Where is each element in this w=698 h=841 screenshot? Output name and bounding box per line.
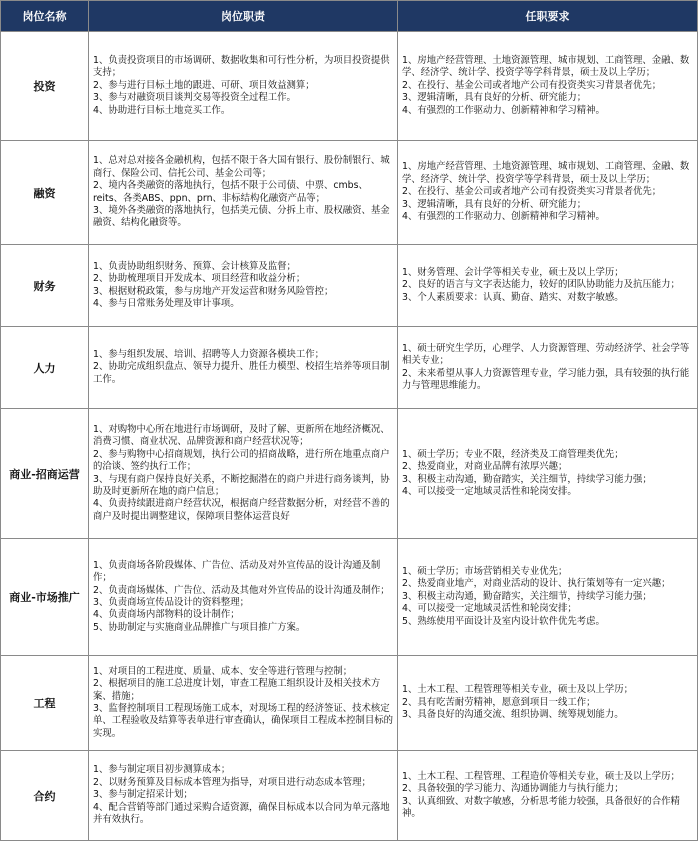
- duties-cell: [89, 32, 398, 141]
- table-row: [1, 539, 698, 656]
- requirement-line: 3、具备良好的沟通交流、组织协调、统筹规划能力。: [402, 709, 624, 721]
- table-row: [1, 327, 698, 409]
- table-row: [1, 751, 698, 841]
- requirement-line: 3、积极主动沟通，勤奋踏实，关注细节，持续学习能力强；: [402, 590, 652, 602]
- requirements-cell: [398, 327, 698, 409]
- table-row: [1, 409, 698, 539]
- duties-cell: [89, 245, 398, 327]
- duties-cell: [89, 751, 398, 841]
- requirement-line: 2、热爱商业，对商业品牌有浓厚兴趣；: [402, 461, 568, 473]
- requirement-line: 2、未来希望从事人力资源管理专业，学习能力强，具有较强的执行能力与管理思维能力。: [402, 367, 690, 391]
- duty-line: 2、根据项目的施工总进度计划，审查工程施工组织设计及相关技术方案、措施；: [93, 678, 381, 702]
- duty-line: 1、对购物中心所在地进行市场调研，及时了解、更新所在地经济概况、消费习惯、商业状况、品牌资源和商户经营状况等；: [93, 423, 390, 448]
- position-name: 融资: [1, 141, 89, 245]
- requirement-line: 3、逻辑清晰，具有良好的分析、研究能力；: [402, 198, 587, 210]
- table-row: [1, 32, 698, 141]
- duty-line: 2、参与购物中心招商规划，执行公司的招商战略，进行所在地重点商户的洽谈、签约执行工作；: [93, 448, 390, 473]
- duty-line: 3、参与对融资项目谈判交易等投资全过程工作。: [93, 92, 296, 104]
- requirement-line: 2、热爱商业地产，对商业活动的设计、执行策划等有一定兴趣；: [402, 578, 671, 590]
- duty-line: 3、负责商场宣传品设计的资料整理；: [93, 597, 249, 608]
- duty-line: 4、参与日常账务处理及审计事项。: [93, 297, 240, 309]
- table-header-row: [1, 1, 698, 32]
- requirements-cell: [398, 32, 698, 141]
- requirement-line: 1、硕士学历；专业不限，经济类及工商管理类优先；: [402, 448, 624, 460]
- requirement-line: 4、可以接受一定地域灵活性和轮岗安排。: [402, 485, 577, 497]
- duties-cell: [89, 656, 398, 751]
- duty-line: 5、协助制定与实施商业品牌推广与项目推广方案。: [93, 621, 306, 633]
- duty-line: 2、协助梳理项目开发成本、项目经营和收益分析；: [93, 273, 306, 285]
- position-name: 工程: [1, 656, 89, 751]
- duty-line: 1、对项目的工程进度、质量、成本、安全等进行管理与控制；: [93, 665, 353, 677]
- requirements-cell: [398, 751, 698, 841]
- position-name: 投资: [1, 32, 89, 141]
- table-row: [1, 245, 698, 327]
- duty-line: 1、负责协助组织财务、预算、会计核算及监督；: [93, 260, 296, 272]
- requirement-line: 2、在投行、基金公司或者地产公司有投资类实习背景者优先；: [402, 79, 662, 91]
- requirement-line: 4、有强烈的工作驱动力、创新精神和学习精神。: [402, 211, 605, 223]
- requirement-line: 1、财务管理、会计学等相关专业，硕士及以上学历；: [402, 266, 624, 278]
- requirement-line: 4、有强烈的工作驱动力、创新精神和学习精神。: [402, 104, 605, 116]
- duty-line: 4、协助进行目标土地竞买工作。: [93, 104, 231, 116]
- requirements-cell: [398, 141, 698, 245]
- duty-line: 3、参与制定招采计划；: [93, 789, 193, 801]
- duty-line: 1、负责投资项目的市场调研、数据收集和可行性分析，为项目投资提供支持；: [93, 54, 390, 79]
- table-row: [1, 141, 698, 245]
- position-name: 财务: [1, 245, 89, 327]
- position-name: 合约: [1, 751, 89, 841]
- requirement-line: 1、土木工程、工程管理、工程造价等相关专业，硕士及以上学历；: [402, 770, 680, 782]
- requirements-cell: [398, 539, 698, 656]
- duty-line: 2、参与进行目标土地的跟进、可研、项目效益测算；: [93, 79, 315, 91]
- duties-cell: [89, 141, 398, 245]
- duties-cell: [89, 409, 398, 539]
- duty-line: 2、协助完成组织盘点、领导力提升、胜任力模型、校招生培养等项目制工作。: [93, 361, 390, 385]
- table-row: [1, 656, 698, 751]
- requirement-line: 3、认真细致、对数字敏感，分析思考能力较强，具备很好的合作精神。: [402, 795, 680, 819]
- requirement-line: 2、具有吃苦耐劳精神，愿意到项目一线工作；: [402, 696, 596, 708]
- requirement-line: 4、可以接受一定地域灵活性和轮岗安排；: [402, 603, 577, 615]
- requirement-line: 1、房地产经营管理、土地资源管理、城市规划、工商管理、金融、数学、经济学、统计学、投资学等学科背景，硕士及以上学历；: [402, 54, 690, 79]
- position-name: 人力: [1, 327, 89, 409]
- duty-line: 3、与现有商户保持良好关系，不断挖掘潜在的商户并进行商务谈判，协助及时更新所在地的商户信息；: [93, 473, 390, 497]
- header-duties: 岗位职责: [89, 1, 398, 32]
- requirement-line: 3、个人素质要求：认真、勤奋、踏实、对数字敏感。: [402, 291, 624, 303]
- duty-line: 2、以财务预算及目标成本管理为指导，对项目进行动态成本管理；: [93, 776, 371, 788]
- requirement-line: 1、土木工程、工程管理等相关专业，硕士及以上学历；: [402, 684, 633, 696]
- duty-line: 4、负责持续跟进商户经营状况，根据商户经营数据分析，对经营不善的商户及时提出调整建议，保障项目整体运营良好: [93, 498, 390, 522]
- duty-line: 1、参与制定项目初步测算成本；: [93, 764, 231, 776]
- duty-line: 3、境外各类融资的落地执行，包括美元债、分拆上市、股权融资、基金融资、结构化融资等。: [93, 204, 390, 229]
- requirement-line: 3、逻辑清晰，具有良好的分析、研究能力；: [402, 92, 587, 104]
- duty-line: 1、负责商场各阶段媒体、广告位、活动及对外宣传品的设计沟通及制作；: [93, 559, 381, 584]
- requirement-line: 1、硕士学历；市场营销相关专业优先；: [402, 565, 568, 577]
- header-requirements: 任职要求: [398, 1, 698, 32]
- requirement-line: 1、硕士研究生学历，心理学、人力资源管理、劳动经济学、社会学等相关专业；: [402, 342, 690, 367]
- position-name: 商业-招商运营: [1, 409, 89, 539]
- duty-line: 4、负责商场内部物料的设计制作；: [93, 609, 240, 621]
- header-position-name: 岗位名称: [1, 1, 89, 32]
- duty-line: 2、负责商场媒体、广告位、活动及其他对外宣传品的设计沟通及制作；: [93, 584, 390, 596]
- requirements-cell: [398, 656, 698, 751]
- duties-cell: [89, 327, 398, 409]
- duty-line: 2、境内各类融资的落地执行，包括不限于公司债、中票、cmbs、reits、各类ABS、ppn、prn、非标结构化融资产品等；: [93, 180, 368, 204]
- duty-line: 1、参与组织发展、培训、招聘等人力资源各模块工作；: [93, 348, 324, 360]
- requirement-line: 2、良好的语言与文字表达能力，较好的团队协助能力及抗压能力；: [402, 279, 680, 291]
- requirement-line: 5、熟练使用平面设计及室内设计软件优先考虑。: [402, 615, 605, 627]
- requirement-line: 2、在投行、基金公司或者地产公司有投资类实习背景者优先；: [402, 186, 662, 198]
- duty-line: 1、总对总对接各金融机构，包括不限于各大国有银行、股份制银行、城商行、保险公司、信托公司、基金公司等；: [93, 155, 390, 179]
- duty-line: 3、监督控制项目工程现场施工成本，对现场工程的经济签证、技术核定单、工程验收及结算等表单进行审查确认，确保项目工程成本控制目标的实现。: [93, 703, 394, 739]
- requirements-cell: [398, 409, 698, 539]
- requirement-line: 2、具备较强的学习能力、沟通协调能力与执行能力；: [402, 783, 624, 795]
- requirement-line: 1、房地产经营管理、土地资源管理、城市规划、工商管理、金融、数学、经济学、统计学、投资学等学科背景，硕士及以上学历；: [402, 161, 690, 185]
- requirement-line: 3、积极主动沟通，勤奋踏实，关注细节，持续学习能力强；: [402, 473, 652, 485]
- duty-line: 4、配合营销等部门通过采购合适资源，确保目标成本以合同为单元落地并有效执行。: [93, 801, 390, 826]
- duties-cell: [89, 539, 398, 656]
- duty-line: 3、根据财税政策，参与房地产开发运营和财务风险管控；: [93, 285, 334, 297]
- position-name: 商业-市场推广: [1, 539, 89, 656]
- requirements-cell: [398, 245, 698, 327]
